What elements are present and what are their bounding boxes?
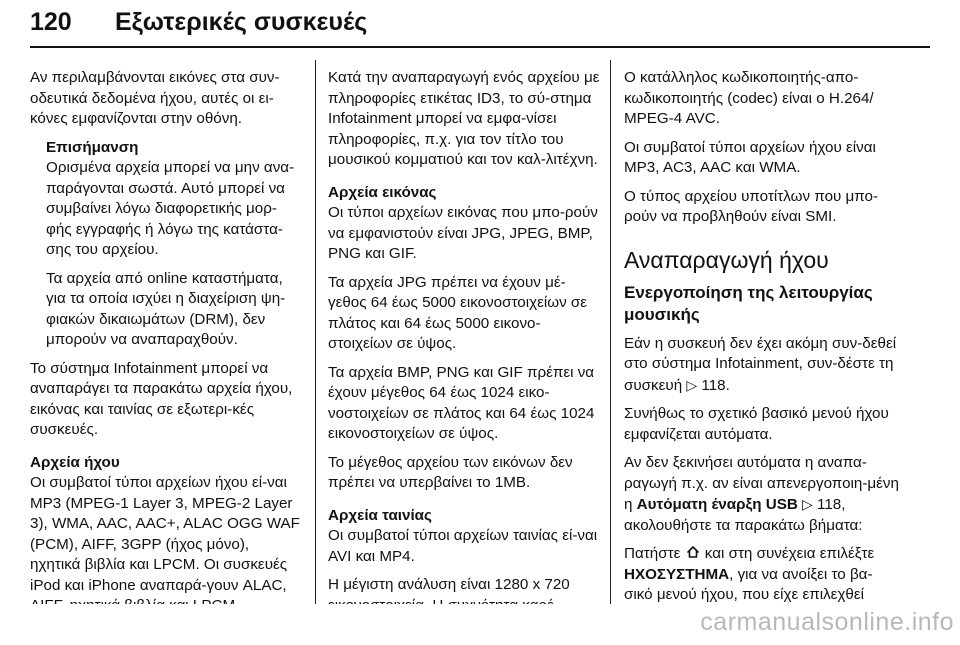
autostart-usb-label: Αυτόματη έναρξη USB [636, 496, 798, 513]
watermark-logo: carmanualsonline.info [700, 608, 954, 636]
id3-paragraph: Κατά την αναπαραγωγή ενός αρχείου με πληροφορίες ετικέτας ID3, το σύ-στημα Infotainment μπορεί να εμφα-νίσει πληροφορίες, π.χ. για τον τίτλο του μουσικού κομματιού και τον καλ-λιτέχνη. [328, 69, 600, 168]
autostart-paragraph: Αν δεν ξεκινήσει αυτόματα η αναπα-ραγωγή π.χ. αν είναι απενεργοποιη-μένη η Αυτόματη έναρξη USB ▷ 118, ακολουθήστε τα παρακάτω βήματα: [624, 454, 899, 534]
movie-files-paragraph-1: Οι συμβατοί τύποι αρχείων ταινίας εί-ναι AVI και MP4. [328, 527, 598, 565]
column-2 [328, 68, 600, 645]
audio-system-label: ΗΧΟΣΥΣΤΗΜΑ [624, 565, 730, 583]
image-files-paragraph-1: Οι τύποι αρχείων εικόνας που μπο-ρούν να εμφανιστούν είναι JPG, JPEG, BMP, PNG και GIF. [328, 204, 598, 262]
note-heading: Επισήμανση [46, 138, 139, 156]
image-files-heading: Αρχεία εικόνας [328, 183, 437, 201]
note-paragraph-1: Ορισμένα αρχεία μπορεί να μην ανα-παράγονται σωστά. Αυτό μπορεί να συμβαίνει λόγω διαφορετικής μορ-φής εγγραφής ή λόγω της κατάστα-σης του αρχείου. [46, 159, 295, 258]
triangle-arrow-icon: ▷ [686, 376, 698, 393]
column-divider-2 [610, 60, 611, 610]
connect-device-paragraph: Εάν η συσκευή δεν έχει ακόμη συν-δεθεί στο σύστημα Infotainment, συν-δέστε τη συσκευή ▷ 118. [624, 334, 897, 394]
subsection-heading-activate-music: Ενεργοποίηση της λειτουργίας μουσικής [624, 282, 873, 324]
home-icon [685, 544, 701, 560]
supported-files-paragraph: Το σύστημα Infotainment μπορεί να αναπαράγει τα παρακάτω αρχεία ήχου, εικόνας και ταινίας σε εξωτερι-κές συσκευές. [30, 359, 293, 438]
audio-types-paragraph: Οι συμβατοί τύποι αρχείων ήχου είναι MP3, AC3, AAC και WMA. [624, 138, 876, 176]
image-files-paragraph-3: Τα αρχεία BMP, PNG και GIF πρέπει να έχουν μέγεθος 64 έως 1024 εικο-νοστοιχείων σε πλάτος και 64 έως 1024 εικονοστοιχείων σε ύψος. [328, 363, 595, 442]
page-reference: 118. [701, 376, 730, 394]
image-files-paragraph-4: Το μέγεθος αρχείου των εικόνων δεν πρέπει να υπερβαίνει το 1MB. [328, 453, 573, 491]
triangle-arrow-icon: ▷ [802, 496, 813, 512]
note-block [46, 138, 302, 351]
note-paragraph-2: Τα αρχεία από online καταστήματα, για τα οποία ισχύει η διαχείριση ψη-φιακών δικαιωμάτων (DRM), δεν μπορούν να αναπαραχθούν. [46, 269, 286, 348]
menu-auto-paragraph: Συνήθως το σχετικό βασικό μενού ήχου εμφανίζεται αυτόματα. [624, 405, 889, 443]
header-divider [30, 46, 930, 48]
movie-files-heading: Αρχεία ταινίας [328, 506, 432, 524]
footer [0, 604, 960, 642]
intro-paragraph: Αν περιλαμβάνονται εικόνες στα συν-οδευτικά δεδομένα ήχου, αυτές οι ει-κόνες εμφανίζονται στην οθόνη. [30, 69, 280, 127]
audio-files-paragraph: Οι συμβατοί τύποι αρχείων ήχου εί-ναι MP3 (MPEG-1 Layer 3, MPEG-2 Layer 3), WMA, AAC, AAC+, ALAC OGG WAF (PCM), AIFF, 3GPP (ήχος μόνο), ηχητικά βιβλία και LPCM. Οι συσκευές iPod και iPhone αναπαρά-γουν ALAC, [30, 474, 300, 594]
page-header [30, 6, 930, 46]
movie-files-paragraph-2: Η μέγιστη ανάλυση είναι 1280 x 720 [328, 576, 570, 593]
codec-paragraph: Ο κατάλληλος κωδικοποιητής-απο-κωδικοποιητής (codec) είναι ο H.264/ MPEG-4 AVC. [624, 69, 874, 127]
page-reference: 118, [817, 496, 846, 513]
subtitle-paragraph: Ο τύπος αρχείου υποτίτλων που μπο-ρούν να προβληθούν είναι SMI. [624, 187, 879, 225]
column-1 [30, 68, 302, 625]
page-number: 120 [30, 8, 72, 36]
page-title: Εξωτερικές συσκευές [115, 8, 368, 36]
audio-files-heading: Αρχεία ήχου [30, 453, 120, 471]
press-home-paragraph: Πατήστε και στη συνέχεια επιλέξτε ΗΧΟΣΥΣΤΗΜΑ, για να ανοίξει το βα-σικό μενού ήχου, που είχε επιλεχθεί [624, 545, 875, 603]
column-divider-1 [315, 60, 316, 610]
column-3 [624, 68, 900, 634]
image-files-paragraph-2: Τα αρχεία JPG πρέπει να έχουν μέ-γεθος 64 έως 5000 εικονοστοιχείων σε πλάτος και 64 έως 5000 εικονο-στοιχείων σε ύψος. [328, 273, 588, 352]
section-heading-audio-playback: Αναπαραγωγή ήχου [624, 246, 829, 273]
